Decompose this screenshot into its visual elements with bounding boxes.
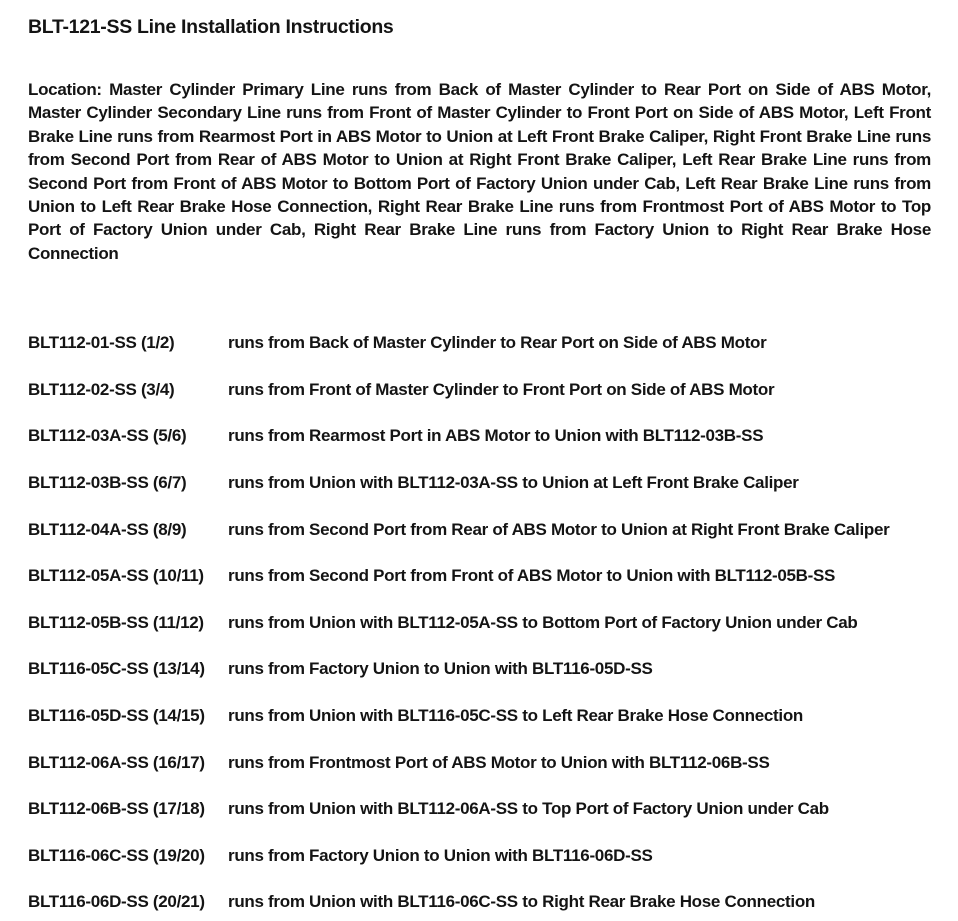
line-description: runs from Factory Union to Union with BLT116-05D-SS — [228, 659, 653, 679]
line-description: runs from Union with BLT112-05A-SS to Bottom Port of Factory Union under Cab — [228, 612, 858, 632]
line-description: runs from Back of Master Cylinder to Rear Port on Side of ABS Motor — [228, 333, 767, 353]
line-code: BLT112-03B-SS (6/7) — [28, 473, 187, 493]
line-code: BLT112-04A-SS (8/9) — [28, 519, 187, 539]
line-item-row — [28, 611, 931, 635]
line-description: runs from Union with BLT112-06A-SS to Top Port of Factory Union under Cab — [228, 799, 829, 819]
line-description: runs from Front of Master Cylinder to Front Port on Side of ABS Motor — [228, 379, 775, 399]
line-description: runs from Frontmost Port of ABS Motor to Union with BLT112-06B-SS — [228, 752, 770, 772]
line-description: runs from Second Port from Front of ABS Motor to Union with BLT112-05B-SS — [228, 566, 836, 586]
line-code: BLT116-05C-SS (13/14) — [28, 659, 205, 679]
line-description: runs from Factory Union to Union with BLT116-06D-SS — [228, 845, 653, 865]
line-code: BLT112-06A-SS (16/17) — [28, 752, 205, 772]
line-item-row — [28, 331, 931, 355]
line-description: runs from Union with BLT112-03A-SS to Union at Left Front Brake Caliper — [228, 473, 799, 493]
line-item-row — [28, 378, 931, 402]
line-description: runs from Union with BLT116-05C-SS to Left Rear Brake Hose Connection — [228, 706, 804, 725]
line-item-row — [28, 424, 931, 448]
line-code: BLT112-05B-SS (11/12) — [28, 612, 204, 632]
line-code: BLT112-02-SS (3/4) — [28, 379, 175, 399]
line-code: BLT112-01-SS (1/2) — [28, 333, 175, 353]
line-list — [28, 331, 931, 914]
line-code: BLT112-06B-SS (17/18) — [28, 799, 205, 819]
page-title: BLT-121-SS Line Installation Instructions — [28, 16, 394, 38]
line-item-row — [28, 471, 931, 495]
line-code: BLT116-05D-SS (14/15) — [28, 706, 205, 725]
line-description: runs from Union with BLT116-06C-SS to Right Rear Brake Hose Connection — [228, 892, 815, 912]
line-item-row — [28, 844, 931, 868]
line-description: runs from Rearmost Port in ABS Motor to Union with BLT112-03B-SS — [228, 426, 764, 446]
line-code: BLT112-05A-SS (10/11) — [28, 566, 204, 586]
line-code: BLT116-06C-SS (19/20) — [28, 845, 205, 865]
line-item-row — [28, 657, 931, 681]
line-item-row — [28, 797, 931, 821]
line-item-row — [28, 751, 931, 775]
line-item-row — [28, 704, 931, 728]
line-description: runs from Second Port from Rear of ABS Motor to Union at Right Front Brake Caliper — [228, 519, 890, 539]
line-item-row — [28, 564, 931, 588]
line-code: BLT112-03A-SS (5/6) — [28, 426, 187, 446]
line-item-row — [28, 518, 931, 542]
line-code: BLT116-06D-SS (20/21) — [28, 892, 205, 912]
location-paragraph: Location: Master Cylinder Primary Line runs from Back of Master Cylinder to Rear Port on Side of ABS Motor, Master Cylinder Secondary Line runs from Front of Master Cylinder to Front Port on Side of ABS Motor, Left Front Brake Line runs from Rearmost Port in ABS Motor to Union at Left Front Brake Caliper, Right Front Brake Line runs from Second Port from Rear of ABS Motor to Union at Right Front Brake Caliper, Left Rear Brake Line runs from Second Port from Front of ABS Motor to Bottom Port of Factory Union under Cab, Left Rear Brake Line runs from Union to Left Rear Brake Hose Connection, Right Rear Brake Line runs from Frontmost Port of ABS Motor to Top Port of Factory Union under Cab, Right Rear Brake Line runs from Factory Union to Right Rear Brake Hose Connection — [28, 80, 931, 263]
line-item-row — [28, 890, 931, 914]
